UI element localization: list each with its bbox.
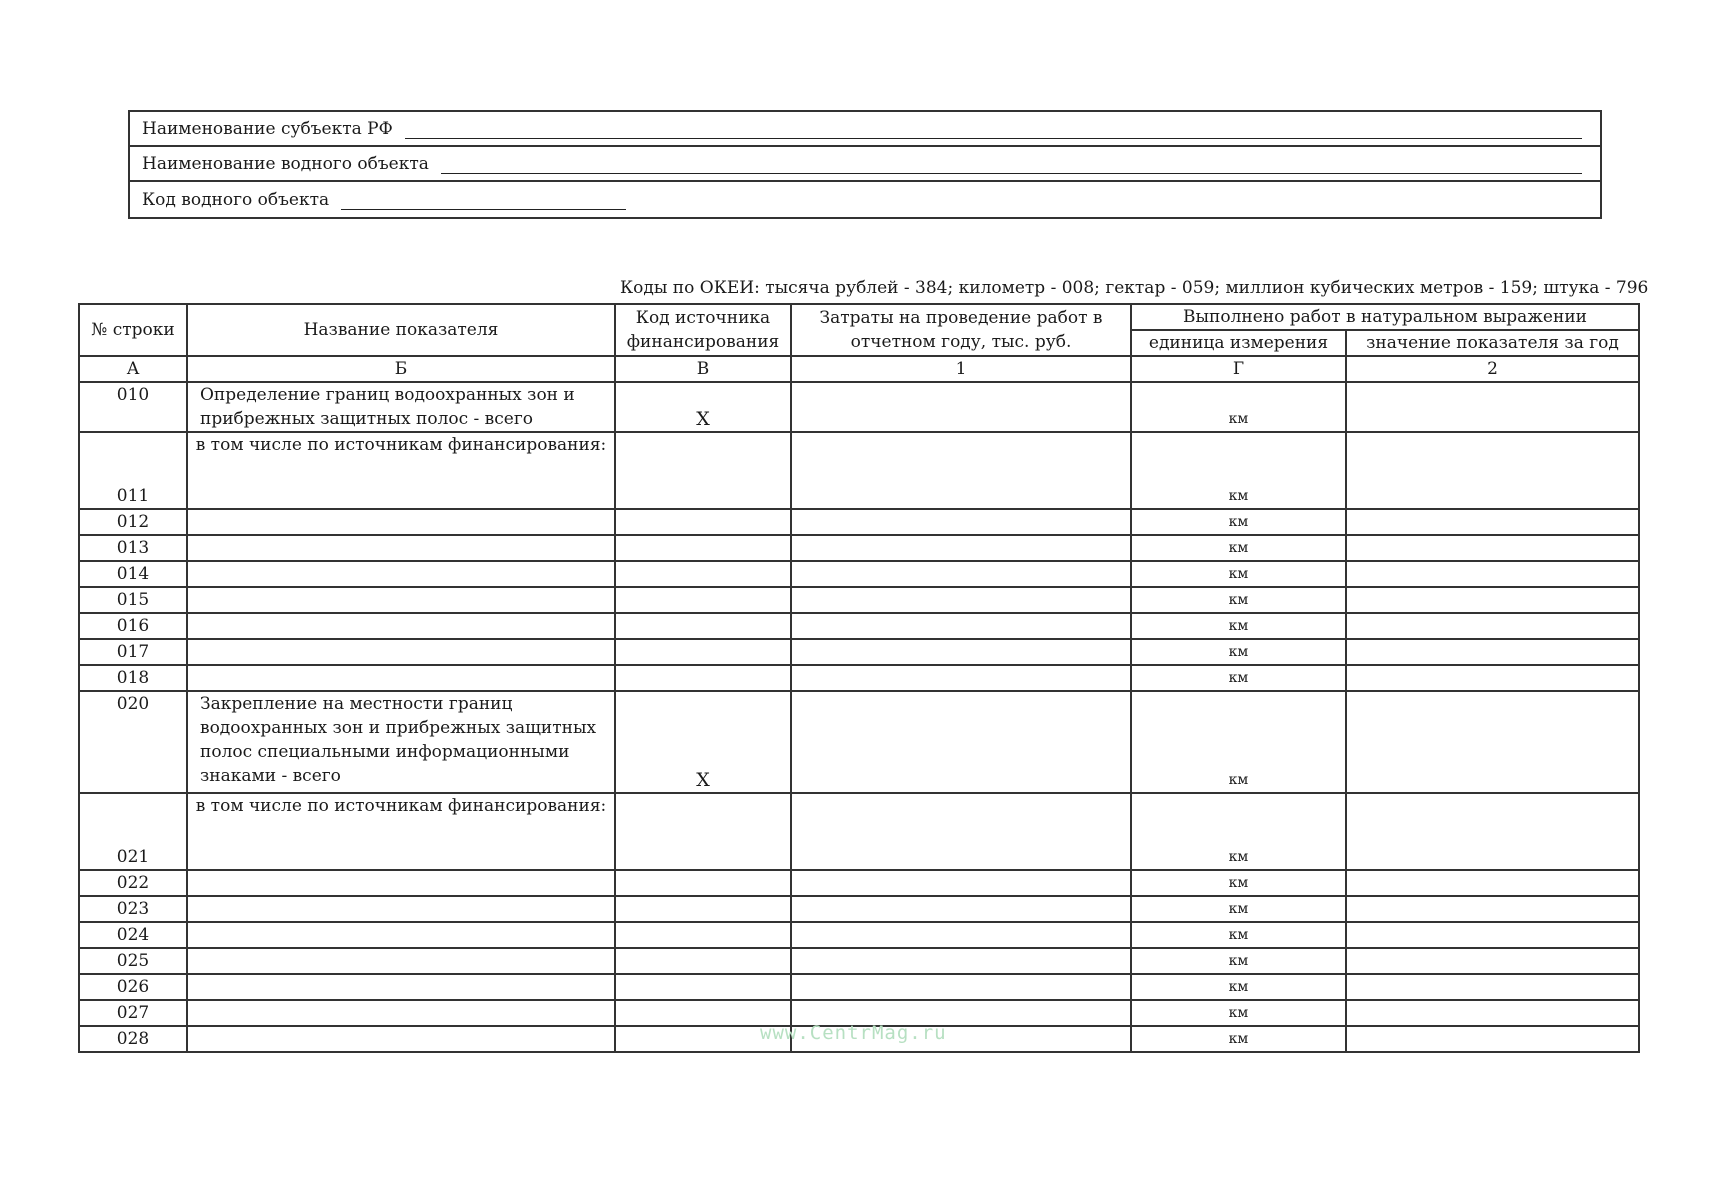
letter-1: 1 (791, 356, 1131, 382)
row-number: 013 (79, 535, 187, 561)
unit-cell: км (1131, 948, 1346, 974)
value-cell[interactable] (1346, 896, 1639, 922)
water-object-row (130, 147, 1600, 182)
row-number: 015 (79, 587, 187, 613)
water-code-field[interactable] (341, 189, 626, 210)
row-number: 021 (79, 793, 187, 870)
letters-row (79, 356, 1639, 382)
indicator-name-cell[interactable] (187, 948, 615, 974)
costs-cell[interactable] (791, 665, 1131, 691)
source-code-cell[interactable] (615, 665, 791, 691)
col-value: значение показателя за год (1346, 330, 1639, 356)
subject-field[interactable] (405, 118, 1582, 139)
unit-cell: км (1131, 922, 1346, 948)
value-cell[interactable] (1346, 691, 1639, 793)
unit-cell: км (1131, 974, 1346, 1000)
source-code-cell[interactable] (615, 509, 791, 535)
indicator-name-cell[interactable] (187, 509, 615, 535)
unit-cell: км (1131, 613, 1346, 639)
letter-a: А (79, 356, 187, 382)
x-mark: Х (615, 691, 791, 793)
unit-cell: км (1131, 870, 1346, 896)
value-cell[interactable] (1346, 561, 1639, 587)
value-cell[interactable] (1346, 587, 1639, 613)
subject-row (130, 112, 1600, 147)
indicator-name-cell[interactable] (187, 1000, 615, 1026)
water-object-field[interactable] (441, 153, 1582, 174)
value-cell[interactable] (1346, 382, 1639, 432)
source-code-cell[interactable] (615, 613, 791, 639)
row-010 (79, 382, 1639, 432)
subject-label: Наименование субъекта РФ (142, 118, 393, 139)
table-row (79, 870, 1639, 896)
indicator-name: в том числе по источникам финансирования: (187, 793, 615, 870)
unit-cell: км (1131, 1000, 1346, 1026)
letter-2: 2 (1346, 356, 1639, 382)
indicator-name-cell[interactable] (187, 922, 615, 948)
col-done-group: Выполнено работ в натуральном выражении (1131, 304, 1639, 330)
watermark: www.CentrMag.ru (760, 1022, 947, 1044)
costs-cell[interactable] (791, 896, 1131, 922)
water-object-label: Наименование водного объекта (142, 153, 429, 174)
indicator-name-cell[interactable] (187, 665, 615, 691)
row-number: 023 (79, 896, 187, 922)
indicator-name-cell[interactable] (187, 535, 615, 561)
unit-cell: км (1131, 793, 1346, 870)
source-code-cell[interactable] (615, 587, 791, 613)
unit-cell: км (1131, 561, 1346, 587)
source-code-cell[interactable] (615, 896, 791, 922)
value-cell[interactable] (1346, 1000, 1639, 1026)
letter-g: Г (1131, 356, 1346, 382)
value-cell[interactable] (1346, 870, 1639, 896)
table-row (79, 535, 1639, 561)
row-number: 014 (79, 561, 187, 587)
row-number: 020 (79, 691, 187, 793)
costs-cell[interactable] (791, 561, 1131, 587)
value-cell[interactable] (1346, 1026, 1639, 1052)
source-code-cell[interactable] (615, 535, 791, 561)
col-row-num: № строки (79, 304, 187, 356)
letter-b: Б (187, 356, 615, 382)
row-number: 025 (79, 948, 187, 974)
costs-cell[interactable] (791, 948, 1131, 974)
costs-cell[interactable] (791, 691, 1131, 793)
value-cell[interactable] (1346, 922, 1639, 948)
source-code-cell[interactable] (615, 639, 791, 665)
col-unit: единица измерения (1131, 330, 1346, 356)
header-box (128, 110, 1602, 219)
table-row (79, 974, 1639, 1000)
value-cell[interactable] (1346, 613, 1639, 639)
costs-cell[interactable] (791, 613, 1131, 639)
source-code-cell[interactable] (615, 432, 791, 509)
unit-cell: км (1131, 1026, 1346, 1052)
value-cell[interactable] (1346, 793, 1639, 870)
row-number: 012 (79, 509, 187, 535)
okei-codes: Коды по ОКЕИ: тысяча рублей - 384; километр - 008; гектар - 059; миллион кубических метров - 159; штука - 796 (620, 278, 1649, 298)
value-cell[interactable] (1346, 509, 1639, 535)
indicator-name-cell[interactable] (187, 561, 615, 587)
header-row-1 (79, 304, 1639, 330)
value-cell[interactable] (1346, 432, 1639, 509)
water-code-label: Код водного объекта (142, 189, 330, 210)
value-cell[interactable] (1346, 639, 1639, 665)
costs-cell[interactable] (791, 535, 1131, 561)
value-cell[interactable] (1346, 974, 1639, 1000)
table-row (79, 948, 1639, 974)
indicator-name-cell[interactable] (187, 896, 615, 922)
table-row (79, 561, 1639, 587)
costs-cell[interactable] (791, 587, 1131, 613)
unit-cell: км (1131, 535, 1346, 561)
row-number: 026 (79, 974, 187, 1000)
indicator-name-cell[interactable] (187, 974, 615, 1000)
source-code-cell[interactable] (615, 948, 791, 974)
indicator-name-cell[interactable] (187, 613, 615, 639)
unit-cell: км (1131, 639, 1346, 665)
unit-cell: км (1131, 382, 1346, 432)
costs-cell[interactable] (791, 870, 1131, 896)
costs-cell[interactable] (791, 974, 1131, 1000)
indicator-name-cell[interactable] (187, 587, 615, 613)
value-cell[interactable] (1346, 948, 1639, 974)
table-row (79, 665, 1639, 691)
indicator-name-cell[interactable] (187, 1026, 615, 1052)
costs-cell[interactable] (791, 793, 1131, 870)
indicator-name: Закрепление на местности границ водоохранных зон и прибрежных защитных полос специальными информационными знаками - всего (187, 691, 615, 793)
source-code-cell[interactable] (615, 974, 791, 1000)
costs-cell[interactable] (791, 509, 1131, 535)
source-code-cell[interactable] (615, 870, 791, 896)
table-row (79, 896, 1639, 922)
source-code-cell[interactable] (615, 922, 791, 948)
row-number: 027 (79, 1000, 187, 1026)
col-costs: Затраты на проведение работ в отчетном году, тыс. руб. (791, 304, 1131, 356)
unit-cell: км (1131, 691, 1346, 793)
indicator-name: в том числе по источникам финансирования: (187, 432, 615, 509)
costs-cell[interactable] (791, 432, 1131, 509)
water-code-row (130, 182, 1600, 217)
row-number: 024 (79, 922, 187, 948)
indicator-name-cell[interactable] (187, 870, 615, 896)
costs-cell[interactable] (791, 639, 1131, 665)
letter-v: В (615, 356, 791, 382)
unit-cell: км (1131, 509, 1346, 535)
value-cell[interactable] (1346, 535, 1639, 561)
indicator-name-cell[interactable] (187, 639, 615, 665)
row-number: 022 (79, 870, 187, 896)
costs-cell[interactable] (791, 922, 1131, 948)
x-mark: Х (615, 382, 791, 432)
indicator-name: Определение границ водоохранных зон и прибрежных защитных полос - всего (187, 382, 615, 432)
col-name: Название показателя (187, 304, 615, 356)
table-row (79, 587, 1639, 613)
table-row (79, 509, 1639, 535)
unit-cell: км (1131, 432, 1346, 509)
row-011 (79, 432, 1639, 509)
table-row (79, 613, 1639, 639)
value-cell[interactable] (1346, 665, 1639, 691)
row-020 (79, 691, 1639, 793)
row-number: 018 (79, 665, 187, 691)
row-021 (79, 793, 1639, 870)
row-number: 010 (79, 382, 187, 432)
row-number: 011 (79, 432, 187, 509)
row-number: 016 (79, 613, 187, 639)
source-code-cell[interactable] (615, 561, 791, 587)
unit-cell: км (1131, 587, 1346, 613)
row-number: 017 (79, 639, 187, 665)
col-source-code: Код источника финансирования (615, 304, 791, 356)
report-table (78, 303, 1640, 1053)
costs-cell[interactable] (791, 382, 1131, 432)
source-code-cell[interactable] (615, 793, 791, 870)
unit-cell: км (1131, 665, 1346, 691)
table-row (79, 922, 1639, 948)
unit-cell: км (1131, 896, 1346, 922)
row-number: 028 (79, 1026, 187, 1052)
table-row (79, 639, 1639, 665)
